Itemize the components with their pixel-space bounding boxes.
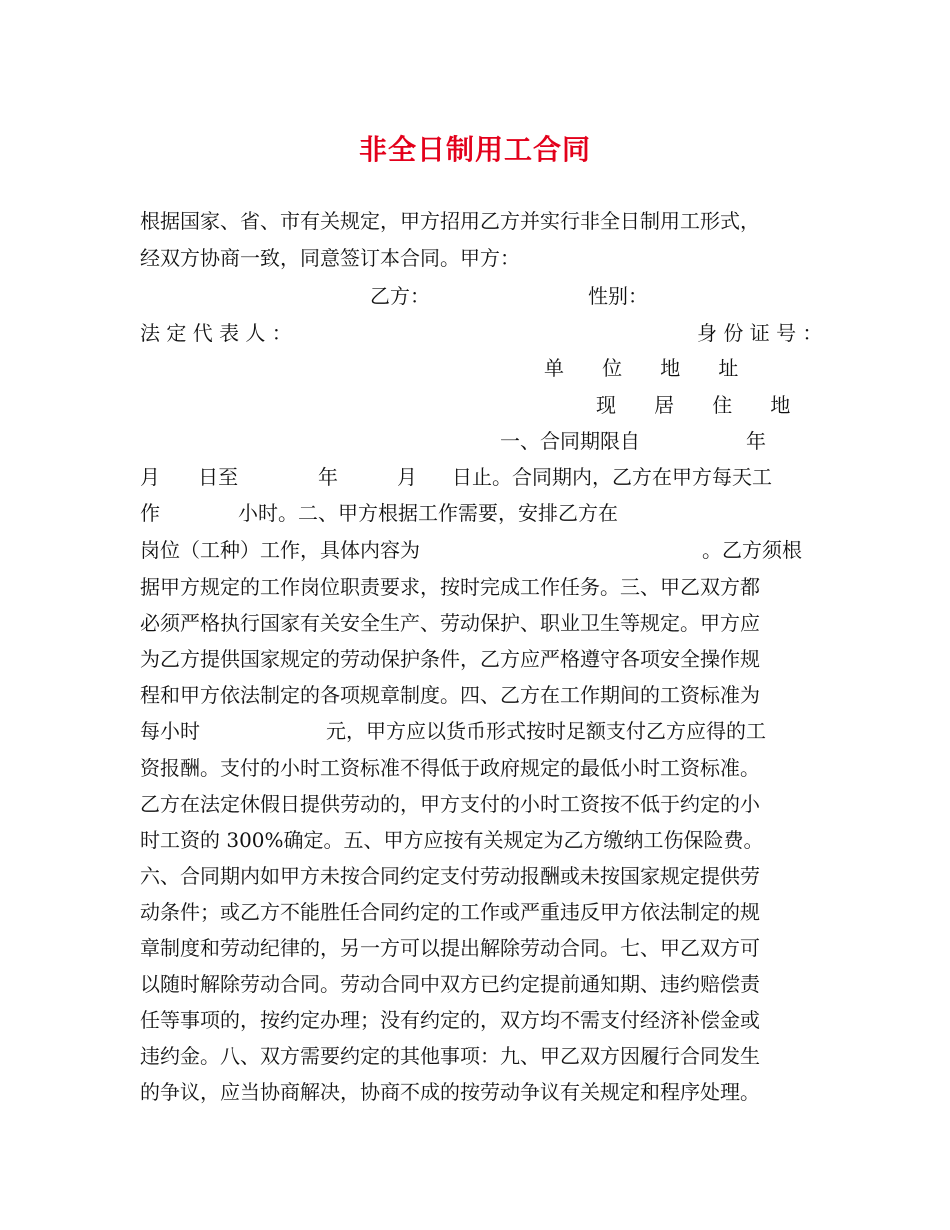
body-line: 每小时 (140, 719, 200, 743)
gender-label: 性别： (588, 284, 648, 308)
body-line: 。乙方须根 (702, 538, 802, 562)
id-number-label: 身 份 证 号 ： (697, 321, 823, 345)
body-line: 六、合同期内如甲方未按合同约定支付劳动报酬或未按国家规定提供劳 (140, 864, 760, 888)
body-line: 月 日至 (140, 465, 239, 489)
document-title: 非全日制用工合同 (358, 133, 591, 166)
body-line: 的争议，应当协商解决，协商不成的按劳动争议有关规定和程序处理。 (140, 1080, 760, 1104)
body-line: 作 (140, 501, 160, 525)
body-line: 必须严格执行国家有关安全生产、劳动保护、职业卫生等规定。甲方应 (140, 611, 760, 635)
body-line: 任等事项的，按约定办理；没有约定的，双方均不需支付经济补偿金或 (140, 1008, 760, 1032)
body-line: 日止。合同期内，乙方在甲方每天工 (452, 465, 772, 489)
body-line: 岗位（工种）工作，具体内容为 (140, 538, 420, 562)
body-line: 违约金。八、双方需要约定的其他事项：九、甲乙双方因履行合同发生 (140, 1044, 760, 1068)
body-line: 年 (746, 429, 766, 453)
body-line: 年 (318, 465, 338, 489)
party-b-label: 乙方： (370, 284, 430, 308)
legal-rep-label: 法 定 代 表 人 ： (140, 321, 292, 345)
body-line: 一、合同期限自 (500, 429, 640, 453)
residence-label: 现 居 住 地 (596, 393, 791, 417)
body-line: 据甲方规定的工作岗位职责要求，按时完成工作任务。三、甲乙双方都 (140, 575, 760, 599)
body-line: 为乙方提供国家规定的劳动保护条件，乙方应严格遵守各项安全操作规 (140, 647, 760, 671)
body-line: 时工资的 300%确定。五、甲方应按有关规定为乙方缴纳工伤保险费。 (140, 828, 764, 852)
body-line: 以随时解除劳动合同。劳动合同中双方已约定提前通知期、违约赔偿责 (140, 972, 760, 996)
body-line: 元，甲方应以货币形式按时足额支付乙方应得的工 (326, 719, 766, 743)
body-line: 乙方在法定休假日提供劳动的，甲方支付的小时工资按不低于约定的小 (140, 792, 760, 816)
body-line: 动条件；或乙方不能胜任合同约定的工作或严重违反甲方依法制定的规 (140, 900, 760, 924)
body-line: 经双方协商一致，同意签订本合同。甲方： (140, 246, 520, 270)
body-line: 章制度和劳动纪律的，另一方可以提出解除劳动合同。七、甲乙双方可 (140, 936, 760, 960)
body-line: 程和甲方依法制定的各项规章制度。四、乙方在工作期间的工资标准为 (140, 683, 760, 707)
body-line: 根据国家、省、市有关规定，甲方招用乙方并实行非全日制用工形式， (140, 209, 760, 233)
body-line: 月 (397, 465, 417, 489)
body-line: 小时。二、甲方根据工作需要，安排乙方在 (238, 501, 618, 525)
body-line: 资报酬。支付的小时工资标准不得低于政府规定的最低小时工资标准。 (140, 756, 760, 780)
unit-address-label: 单 位 地 址 (544, 356, 739, 380)
